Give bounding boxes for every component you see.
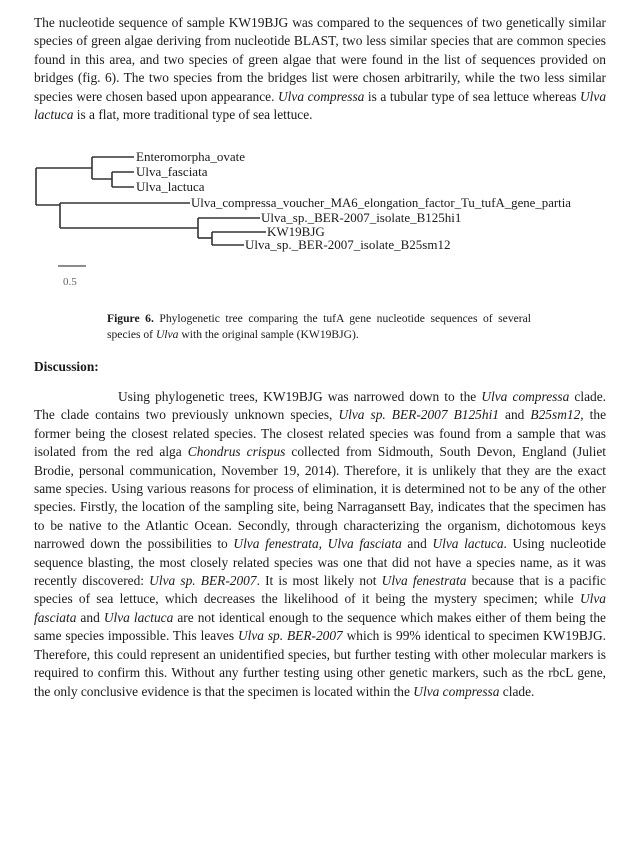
discussion-text: . It is most likely not [256, 573, 382, 589]
species-name: Ulva sp. BER-2007 [149, 573, 257, 589]
species-name: Chondrus crispus [187, 444, 286, 460]
caption-text: with the original sample (KW19BJG). [178, 328, 359, 341]
discussion-text: clade. [499, 683, 535, 699]
phylogenetic-tree [30, 146, 590, 296]
discussion-text: , the former being the closest related species. The closest related species was found from a sample that was isolated from the red alga [34, 407, 607, 460]
species-name: Ulva fenestrata, Ulva fasciata [233, 536, 402, 552]
section-heading: Discussion: [34, 359, 99, 374]
species-name: Ulva lactuca [34, 88, 607, 123]
discussion-text: and [401, 536, 433, 552]
intro-text: is a tubular type of sea lettuce whereas [364, 88, 580, 104]
species-name: Ulva compressa [481, 389, 570, 404]
discussion-text: . Using nucleotide sequence blasting, the most closely related species was one that did not have a species name, as it was recently discovered: [34, 536, 606, 589]
discussion-text: because that is a pacific species of sea lettuce, which decreases the likelihood of it being the mystery specimen; while [34, 573, 606, 607]
tree-leaf-label: Enteromorpha_ovate [136, 149, 246, 164]
tree-leaf-label: Ulva_lactuca [136, 179, 205, 194]
species-name: Ulva [155, 328, 179, 341]
tree-leaf-label: Ulva_sp._BER-2007_isolate_B125hi1 [261, 210, 462, 225]
discussion-text: which is 99% identical to specimen KW19BJG. Therefore, this could represent an unidentified species, but further testing with other molecular markers is required to confirm this. Without any further testing using other genetic markers, such as the rbcL gene, the only conclusive evidence is that the specimen is located within the [34, 628, 606, 699]
tree-leaf-label: Ulva_sp._BER-2007_isolate_B25sm12 [245, 237, 451, 252]
species-name: Ulva sp. BER-2007 [237, 628, 343, 644]
intro-text: The nucleotide sequence of sample KW19BJG was compared to the sequences of two genetically similar species of green algae deriving from nucleotide BLAST, two less similar species that are common species found in this area, and two species of green algae that were found in the list of sequences provided on bridges (fig. 6). The two species from the bridges list were chosen arbitrarily, while the two less similar species were chosen based upon appearance. [34, 15, 606, 104]
discussion-text: Using phylogenetic trees, KW19BJG was narrowed down to the [118, 389, 482, 404]
discussion-paragraph [34, 388, 606, 701]
scale-bar-label: 0.5 [63, 276, 77, 288]
species-name: Ulva lactuca [103, 609, 174, 625]
figure-caption [107, 311, 531, 343]
tree-leaf-label: KW19BJG [267, 224, 325, 239]
discussion-text: and [499, 407, 531, 423]
species-name: Ulva compressa [278, 88, 365, 104]
species-name: Ulva compressa [413, 683, 500, 699]
tree-leaf-label: Ulva_fasciata [136, 164, 208, 179]
species-name: B25sm12 [530, 407, 581, 423]
discussion-text: and [76, 609, 104, 625]
tree-leaf-label: Ulva_compressa_voucher_MA6_elongation_factor_Tu_tufA_gene_partia [191, 195, 572, 210]
intro-text: is a flat, more traditional type of sea lettuce. [73, 107, 313, 123]
species-name: Ulva fasciata [34, 591, 606, 625]
discussion-text: are not identical enough to the sequence which makes either of them being the same species impossible. This leaves [34, 609, 607, 644]
species-name: Ulva sp. BER-2007 B125hi1 [338, 407, 499, 423]
figure-label: Figure 6. [107, 312, 154, 325]
intro-paragraph [34, 14, 606, 124]
discussion-text: clade. The clade contains two previously unknown species, [34, 389, 606, 423]
species-name: Ulva lactuca [432, 536, 504, 552]
caption-text: Phylogenetic tree comparing the tufA gene nucleotide sequences of several species of [107, 312, 531, 341]
species-name: Ulva fenestrata [381, 573, 467, 589]
discussion-text: collected from Sidmouth, South Devon, England (Juliet Brodie, personal communication, November 19, 2014). Therefore, it is unlikely that they are the exact same species. Using various reasons for process of elimination, it is determined not to be any of the other species. Firstly, the location of the sampling site, being Narragansett Bay, indicates that the specimen has to be native to the Atlantic Ocean. Secondly, through characterizing the organism, dichotomous keys narrowed down the possibilities to [34, 444, 606, 552]
